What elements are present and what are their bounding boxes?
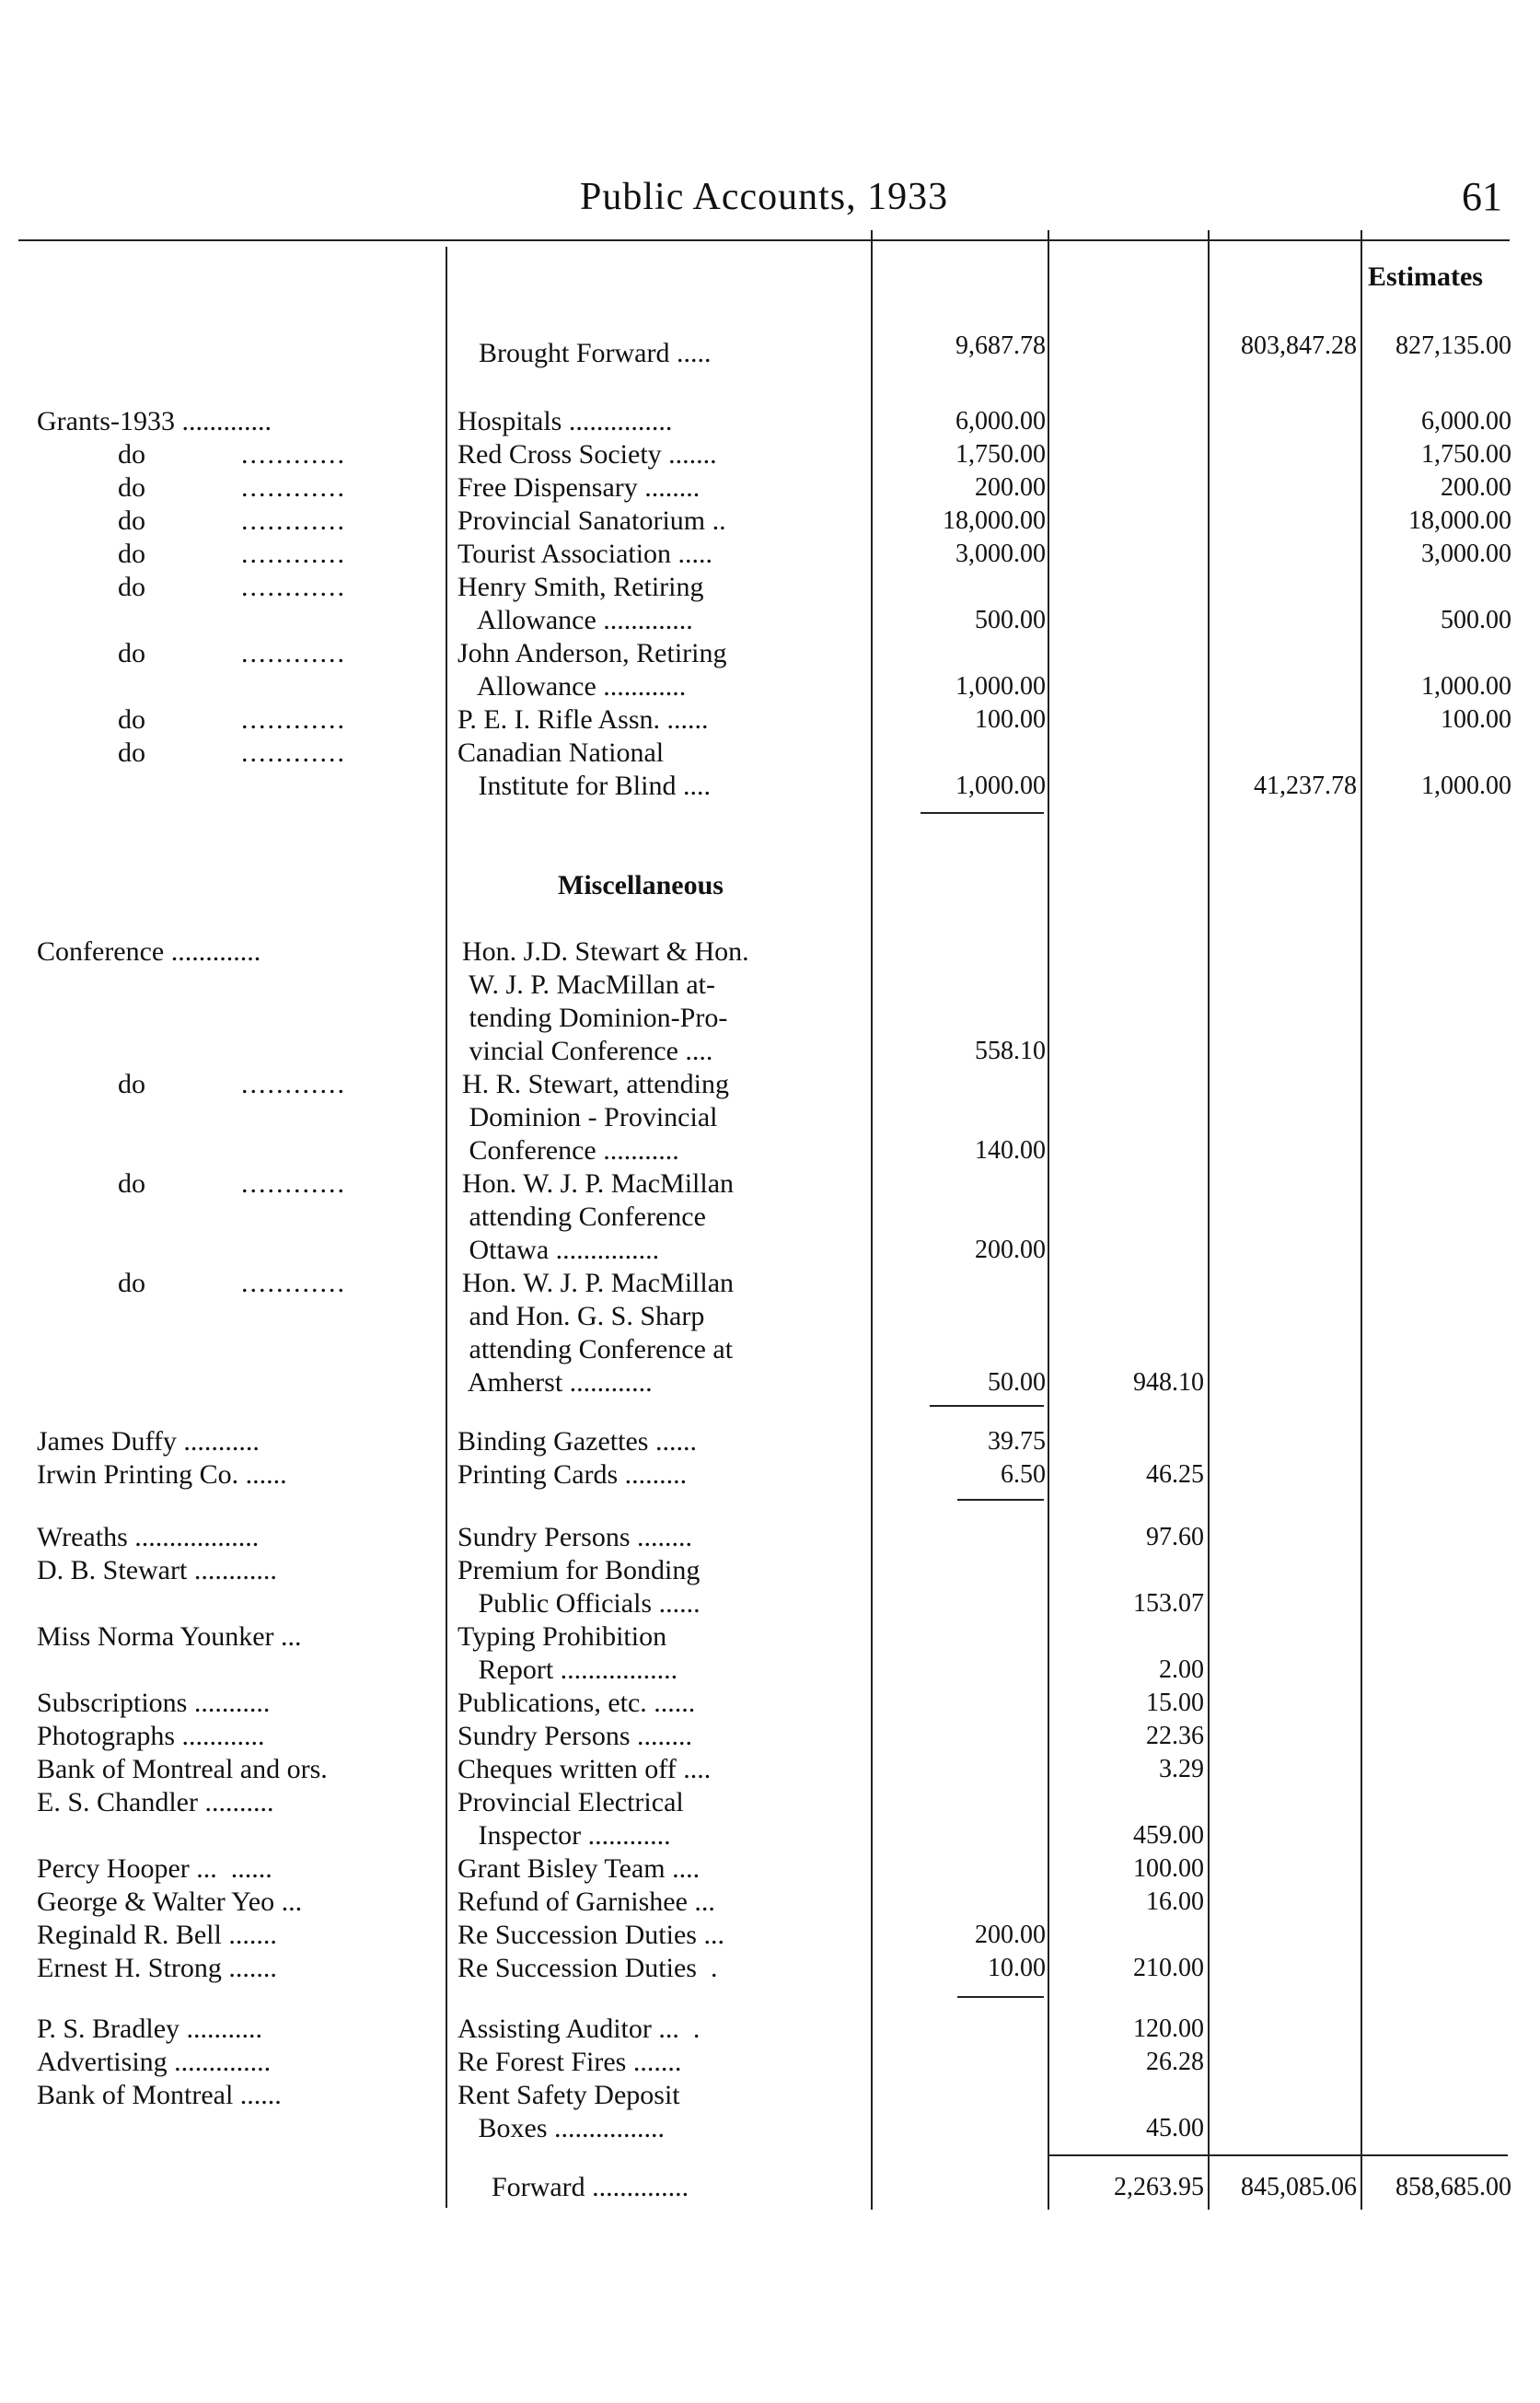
misc-row-amount-c2: 46.25	[1146, 1460, 1204, 1489]
conference-row-desc-line: Hon. W. J. P. MacMillan	[462, 1268, 735, 1298]
grant-row-payee: Grants-1933 .............	[37, 406, 272, 436]
grant-row-desc-line: Allowance .............	[457, 605, 693, 635]
misc-row-desc-line: Publications, etc. ......	[457, 1688, 696, 1718]
misc-row-payee: Ernest H. Strong .......	[37, 1953, 277, 1983]
conference-row-desc-line: Hon. J.D. Stewart & Hon.	[462, 936, 749, 967]
grant-row-payee-leader: ............	[241, 572, 346, 602]
misc-row-amount-c2: 15.00	[1146, 1689, 1204, 1717]
grant-row-payee: do	[118, 638, 145, 668]
grant-row-desc-line: P. E. I. Rifle Assn. ......	[457, 704, 709, 735]
succession-subtotal-rule	[957, 1996, 1044, 1998]
grant-row-amount-c4: 500.00	[1441, 606, 1511, 634]
misc-row-payee: Bank of Montreal ......	[37, 2080, 282, 2110]
conference-row-desc-line: Amherst ............	[462, 1367, 653, 1398]
conference-row-amount-c1: 50.00	[988, 1368, 1046, 1397]
forward-label: Forward ..............	[492, 2172, 689, 2202]
conference-row-payee: do	[118, 1168, 145, 1199]
misc-row-payee: Bank of Montreal and ors.	[37, 1754, 328, 1784]
misc-row-payee: Reginald R. Bell .......	[37, 1920, 277, 1950]
conference-row-desc-line: H. R. Stewart, attending	[462, 1069, 729, 1099]
misc-row-desc-line: Report .................	[457, 1654, 678, 1685]
misc-row-desc-line: Sundry Persons ........	[457, 1721, 693, 1751]
misc-row-amount-c1: 10.00	[988, 1954, 1046, 1982]
conference-row-payee-leader: ............	[241, 1069, 346, 1099]
grant-row-desc-line: Free Dispensary ........	[457, 472, 701, 503]
conference-row-desc-line: Hon. W. J. P. MacMillan	[462, 1168, 735, 1199]
misc-row-desc-line: Grant Bisley Team ....	[457, 1853, 701, 1884]
grant-row-payee: do	[118, 505, 145, 536]
grant-row-amount-c1: 500.00	[975, 606, 1046, 634]
miscellaneous-heading: Miscellaneous	[558, 870, 724, 900]
page-number: 61	[1462, 174, 1502, 219]
conference-row-payee: do	[118, 1069, 145, 1099]
misc-row-desc-line: Inspector ............	[457, 1820, 671, 1851]
grant-row-amount-c4: 100.00	[1441, 705, 1511, 734]
conference-row-payee: do	[118, 1268, 145, 1298]
grant-row-desc-line: John Anderson, Retiring	[457, 638, 727, 668]
grants-subtotal-rule	[921, 812, 1044, 814]
conference-row-payee-leader: ............	[241, 1268, 346, 1298]
grant-row-amount-c4: 1,750.00	[1421, 440, 1511, 469]
grant-row-amount-c4: 6,000.00	[1421, 407, 1511, 435]
misc-row-desc-line: Re Forest Fires .......	[457, 2047, 682, 2077]
grant-row-desc-line: Institute for Blind ....	[457, 771, 711, 801]
col-rule-desc-c1	[871, 230, 873, 2210]
conference-row-desc-line: W. J. P. MacMillan at-	[462, 969, 715, 1000]
misc-row-amount-c2: 100.00	[1133, 1854, 1204, 1883]
grant-row-payee: do	[118, 704, 145, 735]
misc-row-desc-line: Typing Prohibition	[457, 1621, 667, 1652]
conference-row-amount-c1: 140.00	[975, 1136, 1046, 1165]
grant-row-desc-line: Canadian National	[457, 737, 665, 768]
grant-row-desc-line: Tourist Association .....	[457, 539, 713, 569]
grant-row-payee-leader: ............	[241, 704, 346, 735]
grant-row-payee: do	[118, 472, 145, 503]
grant-row-amount-c1: 3,000.00	[955, 540, 1046, 568]
misc-row-desc-line: Premium for Bonding	[457, 1555, 701, 1585]
misc-row-payee: James Duffy ...........	[37, 1426, 260, 1457]
col-rule-payee-desc	[446, 247, 447, 2208]
misc-row-payee: Subscriptions ...........	[37, 1688, 271, 1718]
misc-row-amount-c2: 97.60	[1146, 1523, 1204, 1551]
misc-row-payee: George & Walter Yeo ...	[37, 1886, 303, 1917]
conference-row-desc-line: and Hon. G. S. Sharp	[462, 1301, 705, 1331]
grant-row-desc-line: Provincial Sanatorium ..	[457, 505, 726, 536]
grant-row-amount-c3: 41,237.78	[1254, 772, 1357, 800]
misc-row-desc-line: Public Officials ......	[457, 1588, 701, 1619]
grant-row-amount-c1: 18,000.00	[943, 506, 1046, 535]
grant-row-payee: do	[118, 439, 145, 470]
misc-row-amount-c2: 120.00	[1133, 2014, 1204, 2043]
grant-row-desc-line: Henry Smith, Retiring	[457, 572, 704, 602]
misc-row-desc-line: Rent Safety Deposit	[457, 2080, 680, 2110]
forward-rule	[1048, 2154, 1508, 2156]
col-rule-c1-c2	[1048, 230, 1049, 2210]
misc-row-desc-line: Re Succession Duties ...	[457, 1920, 724, 1950]
conference-row-payee: Conference .............	[37, 936, 261, 967]
brought-forward-label: Brought Forward .....	[479, 338, 712, 368]
misc-row-desc-line: Cheques written off ....	[457, 1754, 712, 1784]
conference-row-desc-line: attending Conference	[462, 1202, 706, 1232]
misc-row-amount-c2: 26.28	[1146, 2048, 1204, 2076]
grant-row-payee: do	[118, 539, 145, 569]
conference-row-desc-line: attending Conference at	[462, 1334, 734, 1364]
misc-row-amount-c1: 200.00	[975, 1921, 1046, 1949]
misc-row-amount-c2: 22.36	[1146, 1722, 1204, 1750]
misc-row-amount-c2: 45.00	[1146, 2114, 1204, 2142]
misc-row-desc-line: Binding Gazettes ......	[457, 1426, 697, 1457]
grant-row-amount-c1: 100.00	[975, 705, 1046, 734]
grant-row-payee-leader: ............	[241, 505, 346, 536]
forward-c3: 845,085.06	[1241, 2173, 1357, 2201]
misc-row-payee: E. S. Chandler ..........	[37, 1787, 274, 1817]
grant-row-amount-c4: 1,000.00	[1421, 772, 1511, 800]
page-title: Public Accounts, 1933	[580, 176, 949, 218]
forward-c2: 2,263.95	[1114, 2173, 1204, 2201]
conference-row-amount-c1: 200.00	[975, 1236, 1046, 1264]
misc-row-payee: Irwin Printing Co. ......	[37, 1459, 287, 1490]
conference-row-desc-line: vincial Conference ....	[462, 1036, 713, 1066]
misc-row-amount-c2: 459.00	[1133, 1821, 1204, 1850]
misc-row-payee: Percy Hooper ... ......	[37, 1853, 272, 1884]
conference-row-desc-line: Dominion - Provincial	[462, 1102, 718, 1132]
conference-row-amount-c2: 948.10	[1133, 1368, 1204, 1397]
conference-row-payee-leader: ............	[241, 1168, 346, 1199]
conference-row-amount-c1: 558.10	[975, 1037, 1046, 1065]
misc-row-amount-c2: 2.00	[1159, 1655, 1204, 1684]
grant-row-payee-leader: ............	[241, 638, 346, 668]
misc-row-amount-c2: 153.07	[1133, 1589, 1204, 1618]
misc-row-payee: Wreaths ..................	[37, 1522, 260, 1552]
grant-row-payee-leader: ............	[241, 472, 346, 503]
estimates-header: Estimates	[1368, 261, 1483, 292]
brought-forward-c1: 9,687.78	[955, 331, 1046, 360]
grant-row-amount-c4: 200.00	[1441, 473, 1511, 502]
misc-row-amount-c1: 6.50	[1001, 1460, 1046, 1489]
misc-row-amount-c2: 3.29	[1159, 1755, 1204, 1783]
grant-row-amount-c1: 1,000.00	[955, 772, 1046, 800]
col-rule-c2-c3	[1208, 230, 1210, 2210]
misc-row-payee: Advertising ..............	[37, 2047, 272, 2077]
misc-row-payee: P. S. Bradley ...........	[37, 2014, 263, 2044]
grant-row-desc-line: Hospitals ...............	[457, 406, 673, 436]
conference-row-desc-line: tending Dominion-Pro-	[462, 1003, 728, 1033]
grant-row-payee-leader: ............	[241, 539, 346, 569]
grant-row-amount-c4: 1,000.00	[1421, 672, 1511, 701]
grant-row-amount-c1: 1,750.00	[955, 440, 1046, 469]
brought-forward-c4: 827,135.00	[1395, 331, 1511, 360]
misc-row-desc-line: Printing Cards .........	[457, 1459, 688, 1490]
misc-row-desc-line: Provincial Electrical	[457, 1787, 684, 1817]
misc-row-payee: Photographs ............	[37, 1721, 265, 1751]
misc-row-desc-line: Boxes ................	[457, 2113, 665, 2143]
forward-c4: 858,685.00	[1395, 2173, 1511, 2201]
misc-row-desc-line: Refund of Garnishee ...	[457, 1886, 715, 1917]
brought-forward-c3: 803,847.28	[1241, 331, 1357, 360]
grant-row-amount-c4: 3,000.00	[1421, 540, 1511, 568]
grant-row-payee: do	[118, 737, 145, 768]
grant-row-payee: do	[118, 572, 145, 602]
conference-subtotal-rule	[930, 1405, 1044, 1407]
header-rule	[18, 239, 1510, 241]
conference-row-desc-line: Conference ...........	[462, 1135, 679, 1166]
grant-row-desc-line: Red Cross Society .......	[457, 439, 717, 470]
misc-row-payee: D. B. Stewart ............	[37, 1555, 277, 1585]
grant-row-desc-line: Allowance ............	[457, 671, 687, 702]
grant-row-payee-leader: ............	[241, 439, 346, 470]
conference-row-desc-line: Ottawa ...............	[462, 1235, 660, 1265]
misc-row-amount-c2: 210.00	[1133, 1954, 1204, 1982]
grant-row-payee-leader: ............	[241, 737, 346, 768]
misc-row-desc-line: Assisting Auditor ... .	[457, 2014, 701, 2044]
misc-row-amount-c2: 16.00	[1146, 1887, 1204, 1916]
grant-row-amount-c1: 200.00	[975, 473, 1046, 502]
grant-row-amount-c4: 18,000.00	[1408, 506, 1511, 535]
misc-row-desc-line: Sundry Persons ........	[457, 1522, 693, 1552]
col-rule-c3-c4	[1361, 230, 1362, 2210]
misc-row-amount-c1: 39.75	[988, 1427, 1046, 1456]
grant-row-amount-c1: 1,000.00	[955, 672, 1046, 701]
grant-row-amount-c1: 6,000.00	[955, 407, 1046, 435]
misc-row-desc-line: Re Succession Duties .	[457, 1953, 718, 1983]
misc-row-payee: Miss Norma Younker ...	[37, 1621, 302, 1652]
printing-subtotal-rule	[957, 1499, 1044, 1501]
